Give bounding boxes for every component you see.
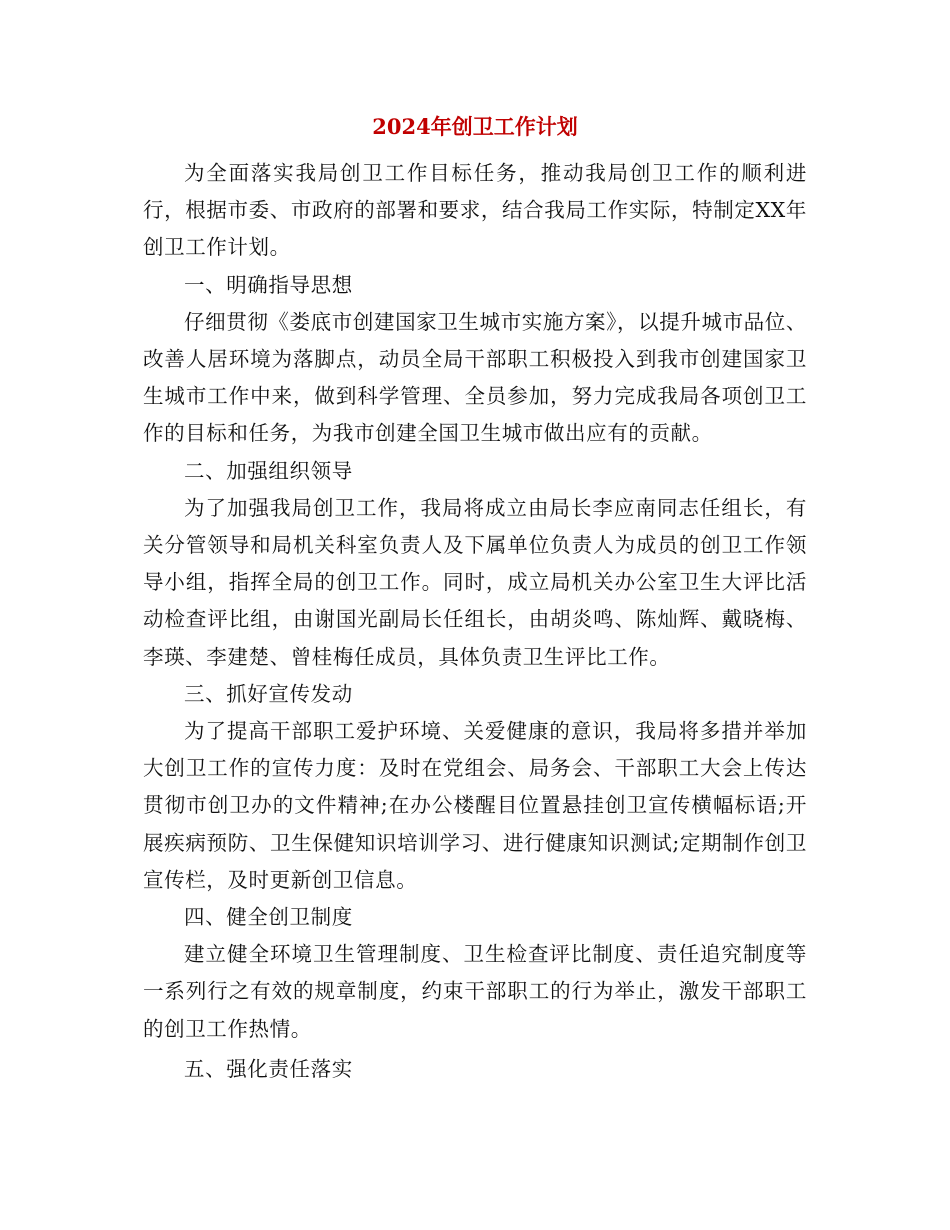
intro-paragraph: 为全面落实我局创卫工作目标任务，推动我局创卫工作的顺利进行，根据市委、市政府的部署和要求，结合我局工作实际，特制定XX年创卫工作计划。 <box>143 161 807 260</box>
section-body-2: 为了加强我局创卫工作，我局将成立由局长李应南同志任组长，有关分管领导和局机关科室负责人及下属单位负责人为成员的创卫工作领导小组，指挥全局的创卫工作。同时，成立局机关办公室卫生大评比活动检查评比组，由谢国光副局长任组长，由胡炎鸣、陈灿辉、戴晓梅、李瑛、李建楚、曾桂梅任成员，具体负责卫生评比工作。 <box>143 495 807 669</box>
document-title: 2024年创卫工作计划 <box>372 114 578 139</box>
section-heading-4: 四、健全创卫制度 <box>184 905 353 930</box>
section-heading-3: 三、抓好宣传发动 <box>184 681 353 706</box>
section-heading-1: 一、明确指导思想 <box>184 272 353 297</box>
section-body-4: 建立健全环境卫生管理制度、卫生检查评比制度、责任追究制度等一系列行之有效的规章制度，约束干部职工的行为举止，激发干部职工的创卫工作热情。 <box>143 942 807 1041</box>
section-heading-5: 五、强化责任落实 <box>184 1056 353 1081</box>
section-body-1: 仔细贯彻《娄底市创建国家卫生城市实施方案》，以提升城市品位、改善人居环境为落脚点，动员全局干部职工积极投入到我市创建国家卫生城市工作中来，做到科学管理、全员参加，努力完成我局各项创卫工作的目标和任务，为我市创建全国卫生城市做出应有的贡献。 <box>143 309 807 446</box>
section-body-3: 为了提高干部职工爱护环境、关爱健康的意识，我局将多措并举加大创卫工作的宣传力度：及时在党组会、局务会、干部职工大会上传达贯彻市创卫办的文件精神;在办公楼醒目位置悬挂创卫宣传横幅标语;开展疾病预防、卫生保健知识培训学习、进行健康知识测试;定期制作创卫宣传栏，及时更新创卫信息。 <box>143 719 807 892</box>
document-body <box>143 155 807 1088</box>
section-heading-2: 二、加强组织领导 <box>184 458 353 483</box>
